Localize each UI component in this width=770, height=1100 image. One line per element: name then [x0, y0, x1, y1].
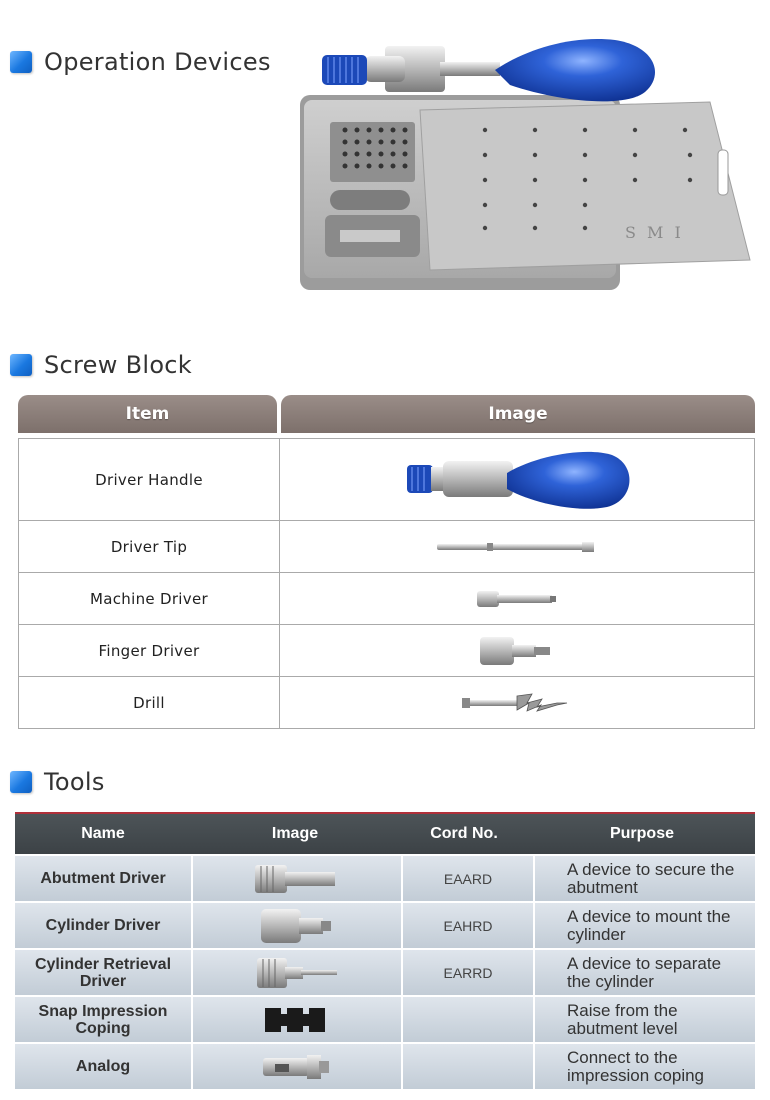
brand-logo-text: S M I — [625, 223, 684, 242]
square-bullet-icon — [10, 771, 32, 793]
table-row — [19, 439, 754, 520]
screw-block-table — [18, 395, 755, 729]
snap-impression-coping-icon — [247, 1002, 347, 1038]
name-cell: Cylinder Driver — [45, 917, 161, 934]
purpose-cell: A device to separate the cylinder — [567, 953, 722, 991]
item-cell: Machine Driver — [19, 573, 280, 624]
operation-devices-image — [270, 30, 765, 310]
item-cell: Drill — [19, 677, 280, 728]
square-bullet-icon — [10, 51, 32, 73]
header-name: Name — [81, 825, 125, 842]
header-purpose: Purpose — [609, 825, 674, 842]
purpose-cell: Connect to the impression coping — [567, 1047, 705, 1085]
purpose-cell: A device to secure the abutment — [567, 859, 735, 897]
section-title-screw-block — [10, 351, 192, 379]
drill-icon — [457, 691, 577, 715]
cord-cell — [401, 997, 533, 1042]
name-cell: Snap Impression Coping — [38, 1002, 168, 1037]
table-row — [19, 676, 754, 728]
table-row — [15, 854, 755, 901]
name-cell: Analog — [75, 1058, 131, 1075]
table-row — [15, 1042, 755, 1089]
section-title-text: Tools — [44, 768, 105, 796]
finger-driver-icon — [472, 631, 562, 671]
item-cell: Driver Handle — [19, 439, 280, 520]
cord-cell: EAHRD — [401, 903, 533, 948]
table-row — [15, 901, 755, 948]
cord-cell: EAARD — [401, 856, 533, 901]
cord-cell: EARRD — [401, 950, 533, 995]
cylinder-retrieval-driver-icon — [247, 954, 347, 992]
section-title-operation — [10, 48, 271, 76]
table-row — [15, 948, 755, 995]
header-cord-no: Cord No. — [430, 825, 498, 842]
table-row — [19, 624, 754, 676]
cord-cell — [401, 1044, 533, 1089]
name-cell: Cylinder Retrieval Driver — [34, 955, 172, 990]
table-row — [19, 520, 754, 572]
section-title-text: Operation Devices — [44, 48, 271, 76]
tools-table — [15, 812, 755, 1089]
driver-tip-icon — [432, 537, 602, 557]
analog-icon — [247, 1051, 347, 1083]
table-row — [15, 995, 755, 1042]
header-image: Image — [271, 825, 319, 842]
driver-handle-icon — [397, 445, 637, 515]
section-title-text: Screw Block — [44, 351, 193, 379]
purpose-cell: Raise from the abutment level — [567, 1000, 678, 1038]
header-item: Item — [18, 395, 277, 433]
item-cell: Finger Driver — [19, 625, 280, 676]
section-title-tools — [10, 768, 105, 796]
abutment-driver-icon — [247, 861, 347, 897]
table-row — [19, 572, 754, 624]
header-image: Image — [281, 395, 755, 433]
cylinder-driver-icon — [247, 906, 347, 946]
purpose-cell: A device to mount the cylinder — [567, 906, 731, 944]
machine-driver-icon — [472, 587, 562, 611]
square-bullet-icon — [10, 354, 32, 376]
name-cell: Abutment Driver — [40, 870, 166, 887]
item-cell: Driver Tip — [19, 521, 280, 572]
